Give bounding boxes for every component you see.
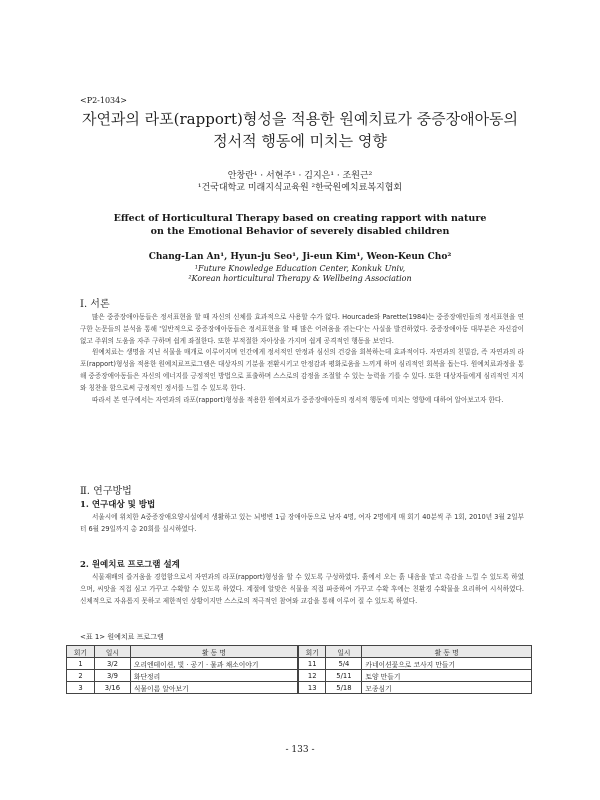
table-cell: 1 — [67, 658, 95, 670]
korean-title — [70, 108, 530, 152]
table-cell: 3/2 — [94, 658, 130, 670]
subjects-paragraph: 서울시에 위치한 A중증장애요양시설에서 생활하고 있는 뇌병변 1급 장애아동으로 남자 4명, 여자 2명에게 매 회기 40분씩 주 1회, 2010년 3월 2일부터 6월 29일까지 총 20회를 실시하였다. — [80, 513, 524, 533]
table-row — [67, 658, 532, 670]
table-cell: 3/9 — [94, 670, 130, 682]
table-cell: 식물이름 알아보기 — [130, 682, 298, 694]
table-cell: 카네이션꽃으로 코사지 만들기 — [362, 658, 532, 670]
korean-title-line-1: 자연과의 라포(rapport)형성을 적용한 원예치료가 중증장애아동의 — [81, 110, 519, 128]
table-cell: 3 — [67, 682, 95, 694]
table-cell: 5/18 — [326, 682, 362, 694]
subjects-body — [80, 512, 524, 536]
introduction-body — [80, 312, 524, 406]
table-header-row — [67, 646, 532, 658]
table-row — [67, 670, 532, 682]
korean-authors-block — [0, 170, 600, 194]
header-session: 회기 — [67, 646, 95, 658]
subsection-heading-program: 2. 원예치료 프로그램 설계 — [80, 560, 180, 570]
table-cell: 11 — [298, 658, 326, 670]
program-body — [80, 572, 524, 607]
header-activity: 활 동 명 — [130, 646, 298, 658]
english-affiliation-1: ¹Future Knowledge Education Center, Konkuk Univ, — [194, 264, 406, 273]
header-activity: 활 동 명 — [362, 646, 532, 658]
table-cell: 12 — [298, 670, 326, 682]
korean-authors: 안창란¹ · 서현주¹ · 김지은¹ · 조원근² — [227, 171, 373, 181]
table-cell: 오리엔테이션, 빛 · 공기 · 물과 채소이야기 — [130, 658, 298, 670]
program-table — [66, 645, 532, 694]
english-authors: Chang-Lan An¹, Hyun-ju Seo¹, Ji-eun Kim¹, Weon-Keun Cho² — [148, 252, 452, 262]
korean-title-line-2: 정서적 행동에 미치는 영향 — [213, 132, 387, 150]
table-cell: 2 — [67, 670, 95, 682]
intro-paragraph-3: 따라서 본 연구에서는 자연과의 라포(rapport)형성을 적용한 원예치료가 중증장애아동의 정서적 행동에 미치는 영향에 대하여 알아보고자 한다. — [92, 395, 504, 404]
table-cell: 5/4 — [326, 658, 362, 670]
table-cell: 5/11 — [326, 670, 362, 682]
english-affiliations — [0, 264, 600, 284]
english-title — [60, 212, 540, 238]
english-title-line-1: Effect of Horticultural Therapy based on creating rapport with nature — [113, 213, 487, 224]
english-title-line-2: on the Emotional Behavior of severely disabled children — [150, 226, 450, 237]
table-cell: 화단정리 — [130, 670, 298, 682]
table-row — [67, 682, 532, 694]
header-date: 일시 — [326, 646, 362, 658]
intro-paragraph-2: 원예치료는 생명을 지닌 식물을 매개로 이루어지며 인간에게 정서적인 안정과 심신의 건강을 회복하는데 효과적이다. 자연과의 친밀감, 즉 자연과의 라포(rapport)형성을 적용한 원예치료프로그램은 대상자의 기분을 전환시키고 안정감과 평화로움을 느끼게 하며 심리적인 회복을 돕는다. 원예치료과정을 통해 중증장애아동들은 자신의 에너지를 긍정적인 방법으로 표출하며 스스로의 감정을 조절할 수 있는 능력을 기를 수 있다. 또한 대상자들에게 심리적인 지지와 칭찬을 함으로써 긍정적인 정서를 느낄 수 있도록 한다. — [80, 348, 524, 392]
table-cell: 13 — [298, 682, 326, 694]
table-cell: 3/16 — [94, 682, 130, 694]
header-session: 회기 — [298, 646, 326, 658]
subsection-heading-subjects: 1. 연구대상 및 방법 — [80, 500, 156, 510]
korean-affiliations: ¹건국대학교 미래지식교육원 ²한국원예치료복지협회 — [197, 183, 403, 193]
header-date: 일시 — [94, 646, 130, 658]
page-number: - 133 - — [285, 745, 315, 755]
section-heading-methods: Ⅱ. 연구방법 — [80, 486, 132, 497]
english-affiliation-2: ²Korean horticultural Therapy & Wellbeing Association — [188, 274, 412, 283]
table-cell: 토양 만들기 — [362, 670, 532, 682]
table-caption: <표 1> 원예치료 프로그램 — [80, 633, 164, 641]
intro-paragraph-1: 많은 중증장애아동들은 정서표현을 할 때 자신의 신체를 효과적으로 사용할 수가 없다. Hourcade와 Parette(1984)는 중증장애인들의 정서표현을 연구한 논문들의 분석을 통해 '일반적으로 중증장애아동들은 정서표현을 할 때 많은 어려움을 겪는다'는 사실을 발견하였다. 중증장애아동 대부분은 자신감이 없고 주위의 도움을 자주 구하며 쉽게 좌절한다. 또한 부적절한 자아상을 가지며 쉽게 공격적인 행동을 보인다. — [80, 313, 524, 345]
section-heading-introduction: Ⅰ. 서론 — [80, 299, 110, 310]
program-paragraph: 식물재배의 즐거움을 경험함으로서 자연과의 라포(rapport)형성을 할 수 있도록 구성하였다. 흙에서 오는 흙 내음을 맡고 촉감을 느낄 수 있도록 하였으며, 씨앗을 직접 심고 가꾸고 수확할 수 있도록 하였다. 계절에 알맞은 식물을 직접 파종하여 가꾸고 수확 후에는 친환경 수확물을 요리하여 시식하였다. 신체적으로 자유롭지 못하고 제한적인 상황이지만 스스로의 적극적인 참여와 교감을 통해 이루어 질 수 있도록 하였다. — [80, 573, 524, 605]
abstract-code: <P2-1034> — [80, 96, 127, 105]
table-cell: 모종심기 — [362, 682, 532, 694]
